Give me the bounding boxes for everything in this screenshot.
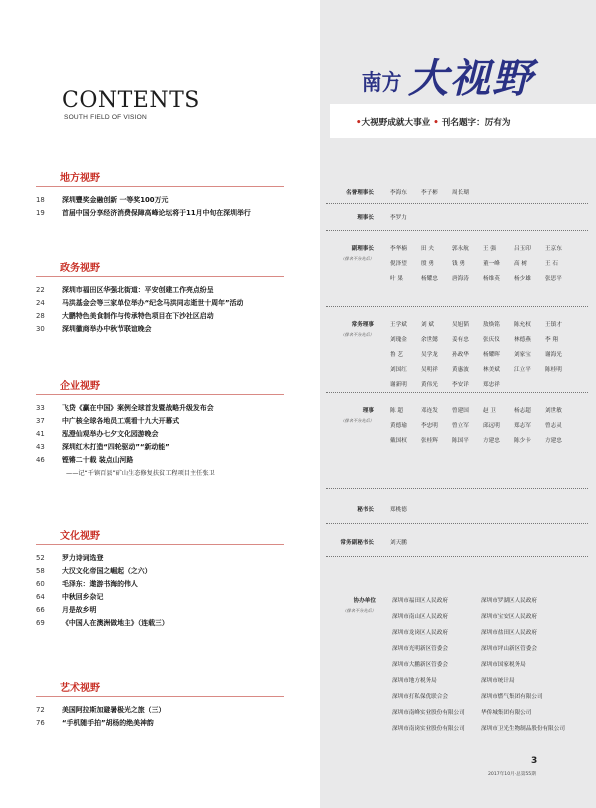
staff-name: 李安详 [452, 382, 469, 388]
toc-title: 深圳红木打造“四轮驱动”“新动能” [62, 443, 170, 451]
toc-entry[interactable] [36, 207, 284, 220]
staff-role [320, 188, 380, 199]
toc-page-number: 58 [36, 567, 45, 575]
co-organizer: 深圳市宝安区人民政府 [481, 614, 537, 620]
page-number: 3 [531, 756, 538, 766]
staff-name: 刘世敏 [545, 408, 562, 414]
toc-title: ——记“千镇百县”矿山生态修复扶贫工程项目主任张卫 [66, 470, 215, 477]
slogan: •大视野成就大事业 • 刊名题字：厉有为 [356, 118, 511, 128]
toc-entry[interactable] [36, 402, 284, 415]
toc-page-number: 28 [36, 312, 45, 320]
dotted-divider [326, 230, 588, 231]
dotted-divider [326, 392, 588, 393]
toc-entry[interactable] [36, 310, 284, 323]
toc-title: 毛泽东：遨游书海的伟人 [62, 580, 138, 588]
staff-name: 王 石 [545, 261, 558, 267]
staff-name: 敖焕铭 [483, 322, 500, 328]
logo-main: 大视野 [408, 55, 534, 102]
issue-info: 2017年10月·总第55期 [488, 772, 536, 777]
staff-name: 叶 果 [390, 276, 403, 282]
contents-subtitle: SOUTH FIELD OF VISION [64, 114, 147, 121]
staff-name: 李忠明 [421, 423, 438, 429]
toc-title: 飞贷《赢在中国》案例全球首发暨战略升级发布会 [62, 404, 214, 412]
toc-section [36, 262, 284, 336]
staff-role [320, 320, 380, 391]
toc-entry[interactable] [36, 428, 284, 441]
co-organizer: 深圳市南岗实业股份有限公司 [392, 726, 465, 732]
staff-role-label: 秘书长 [357, 507, 374, 513]
co-organizer: 深圳市南峰实业股份有限公司 [392, 710, 465, 716]
staff-names [380, 244, 576, 285]
dotted-divider [326, 556, 588, 557]
toc-title: 《中国人在澳洲做地主》（连载三） [62, 619, 169, 627]
staff-name: 李华楠 [390, 246, 407, 252]
staff-name: 方建忠 [483, 438, 500, 444]
staff-group [320, 406, 576, 447]
co-organizer: 深圳市大鹏新区管委会 [392, 662, 448, 668]
toc-entry[interactable] [36, 467, 284, 480]
toc-entry[interactable] [36, 565, 284, 578]
toc-entry[interactable] [36, 604, 284, 617]
staff-name: 余世懿 [421, 337, 438, 343]
toc-entry[interactable] [36, 297, 284, 310]
toc-page-number: 52 [36, 554, 45, 562]
contents-title: CONTENTS [62, 88, 200, 113]
staff-role-label: 理事长 [357, 215, 374, 221]
staff-name: 黄惠波 [452, 367, 469, 373]
toc-title: 马洪基金会等三家单位举办“纪念马洪同志逝世十周年”活动 [62, 299, 244, 307]
staff-name: 杨志超 [514, 408, 531, 414]
staff-names [380, 213, 576, 224]
staff-name: 王学斌 [390, 322, 407, 328]
co-organizer: 深圳市国家税务局 [481, 662, 526, 668]
toc-title: 深圳市福田区华强北街道：平安创建工作亮点纷呈 [62, 286, 214, 294]
toc-title: 美国阿拉斯加避暑极光之旅（三） [62, 706, 166, 714]
staff-group [320, 213, 576, 224]
toc-entry[interactable] [36, 441, 284, 454]
toc-page-number: 60 [36, 580, 45, 588]
staff-name: 姜有忠 [452, 337, 469, 343]
logo-mark: 南方 [361, 68, 402, 96]
staff-name: 刘 斌 [421, 322, 434, 328]
staff-names [380, 406, 576, 447]
section-heading: 政务视野 [36, 262, 284, 277]
staff-role-label: 副理事长 [351, 246, 374, 252]
co-organizer: 深圳市卫光生物制品股份有限公司 [481, 726, 565, 732]
toc-title: 罗力诗词选登 [62, 554, 104, 562]
toc-title: 大汉文化帝国之崛起（之六） [62, 567, 152, 575]
staff-name: 谢新明 [390, 382, 407, 388]
staff-names [380, 320, 576, 391]
staff-name: 郭永航 [452, 246, 469, 252]
staff-role [320, 213, 380, 224]
staff-name: 邱远明 [483, 423, 500, 429]
toc-section [36, 380, 284, 480]
staff-role [320, 244, 380, 285]
staff-name: 田 夫 [421, 246, 434, 252]
staff-names [380, 505, 576, 516]
toc-page-number: 76 [36, 719, 45, 727]
staff-role-note: （排名不分先后） [340, 256, 374, 261]
staff-role [320, 538, 380, 549]
staff-name: 谢海光 [545, 352, 562, 358]
staff-role-note: （排名不分先后） [340, 418, 374, 423]
staff-group [320, 188, 576, 199]
staff-name: 刘天鹏 [390, 540, 407, 546]
toc-title: 大鹏特色美食制作与传承特色项目在下沙社区启动 [62, 312, 214, 320]
staff-name: 吕玉印 [514, 246, 531, 252]
staff-name: 郑志军 [514, 423, 531, 429]
toc-title: 泓澄仙观举办七夕文化园游晚会 [62, 430, 159, 438]
staff-role-label: 理事 [362, 408, 374, 414]
staff-name: 曾志灵 [545, 423, 562, 429]
toc-title: “手机随手拍”胡杨的绝美神韵 [62, 719, 154, 727]
staff-role [320, 406, 380, 447]
staff-name: 周长瑚 [452, 190, 469, 196]
staff-name: 方建忠 [545, 438, 562, 444]
toc-page-number: 66 [36, 606, 45, 614]
toc-entry[interactable] [36, 194, 284, 207]
staff-name: 倪泽望 [390, 261, 407, 267]
staff-name: 江立平 [514, 367, 531, 373]
staff-group [320, 320, 576, 391]
staff-name: 杨耀晖 [483, 352, 500, 358]
staff-role-label: 常务理事 [351, 322, 374, 328]
toc-page-number: 37 [36, 417, 45, 425]
dotted-divider [326, 306, 588, 307]
co-organizer: 深圳市统计局 [481, 678, 515, 684]
co-organizer: 华侨城集团有限公司 [481, 710, 532, 716]
toc-section [36, 682, 284, 730]
staff-group [320, 244, 576, 285]
toc-entry[interactable] [36, 454, 284, 467]
slogan-part1: 大视野成就大事业 [361, 118, 431, 128]
staff-name: 黄伟光 [421, 382, 438, 388]
staff-name: 陈 超 [390, 408, 403, 414]
section-heading: 企业视野 [36, 380, 284, 395]
co-organizer: 深圳市龙岗区人民政府 [392, 630, 448, 636]
staff-role-note: （排名不分先后） [340, 332, 374, 337]
staff-role-label: 名誉理事长 [346, 190, 374, 196]
staff-name: 曾立军 [452, 423, 469, 429]
co-organizers-label: 协办单位 [353, 598, 376, 604]
staff-name: 曾建国 [452, 408, 469, 414]
co-organizer: 深圳市光明新区管委会 [392, 646, 448, 652]
toc-title: 首届中国分享经济消费保障高峰论坛将于11月中旬在深圳举行 [62, 209, 251, 217]
staff-name: 陈少卡 [514, 438, 531, 444]
staff-name: 张庆仪 [483, 337, 500, 343]
section-heading: 文化视野 [36, 530, 284, 545]
staff-name: 高 树 [514, 261, 527, 267]
staff-name: 黄德瑜 [390, 423, 407, 429]
dotted-divider [326, 523, 588, 524]
staff-name: 刘家宝 [514, 352, 531, 358]
staff-name: 邓连发 [421, 408, 438, 414]
toc-page-number: 19 [36, 209, 45, 217]
co-organizer: 深圳市地方税务局 [392, 678, 437, 684]
co-organizer: 深圳市南山区人民政府 [392, 614, 448, 620]
staff-name: 董一峰 [483, 261, 500, 267]
toc-entry[interactable] [36, 578, 284, 591]
dotted-divider [326, 203, 588, 204]
section-heading: 艺术视野 [36, 682, 284, 697]
staff-name: 王京东 [545, 246, 562, 252]
staff-name: 吴学龙 [421, 352, 438, 358]
toc-section [36, 530, 284, 630]
co-organizer: 深圳市打私保优联合会 [392, 694, 448, 700]
staff-name: 杨耀忠 [421, 276, 438, 282]
staff-name: 张思平 [545, 276, 562, 282]
staff-names [380, 188, 576, 199]
toc-entry[interactable] [36, 284, 284, 297]
staff-name: 陈国平 [452, 438, 469, 444]
staff-name: 吴明祥 [421, 367, 438, 373]
toc-title: 中广核全球各地员工观看十九大开幕式 [62, 417, 180, 425]
co-organizer: 深圳市盐田区人民政府 [481, 630, 537, 636]
toc-page-number: 30 [36, 325, 45, 333]
toc-page-number: 69 [36, 619, 45, 627]
toc-page-number [36, 467, 62, 480]
staff-role [320, 505, 380, 516]
staff-name: 刘国红 [390, 367, 407, 373]
dotted-divider [326, 488, 588, 489]
toc-entry[interactable] [36, 717, 284, 730]
toc-page-number: 72 [36, 706, 45, 714]
staff-name: 李罗力 [390, 215, 407, 221]
staff-name: 杨维英 [483, 276, 500, 282]
staff-name: 王 强 [483, 246, 496, 252]
toc-page-number: 41 [36, 430, 45, 438]
staff-name: 钱 勇 [452, 261, 465, 267]
slogan-part2: 刊名题字：厉有为 [441, 118, 511, 128]
staff-name: 陈允权 [514, 322, 531, 328]
co-organizer-list [382, 596, 576, 735]
staff-name: 王镇才 [545, 322, 562, 328]
staff-name: 陈桂明 [545, 367, 562, 373]
co-organizer: 深圳市坪山新区管委会 [481, 646, 537, 652]
staff-name: 李子彬 [421, 190, 438, 196]
staff-name: 戴国权 [390, 438, 407, 444]
staff-name: 唐海涛 [452, 276, 469, 282]
toc-title: 月是故乡明 [62, 606, 97, 614]
toc-page-number: 18 [36, 196, 45, 204]
toc-page-number: 46 [36, 456, 45, 464]
section-heading: 地方视野 [36, 172, 284, 187]
co-organizer: 深圳市福田区人民政府 [392, 598, 448, 604]
staff-role-label: 常务副秘书长 [340, 540, 374, 546]
staff-name: 杨少雄 [514, 276, 531, 282]
toc-page-number: 64 [36, 593, 45, 601]
staff-name: 李海东 [390, 190, 407, 196]
toc-title: 中秋回乡杂记 [62, 593, 104, 601]
toc-entry[interactable] [36, 591, 284, 604]
co-organizers-role [320, 596, 382, 735]
toc-entry[interactable] [36, 617, 284, 630]
staff-name: 鲁 艺 [390, 352, 403, 358]
toc-page-number: 22 [36, 286, 45, 294]
co-organizers [320, 596, 576, 735]
staff-name: 吴旭韬 [452, 322, 469, 328]
toc-page-number: 33 [36, 404, 45, 412]
toc-title: 深圳徽商举办中秋节联谊晚会 [62, 325, 152, 333]
staff-name: 林美斌 [483, 367, 500, 373]
toc-page-number: 24 [36, 299, 45, 307]
staff-name: 李 翔 [545, 337, 558, 343]
toc-entry[interactable] [36, 552, 284, 565]
toc-title: 深圳豐奖金融创新 一等奖100万元 [62, 196, 169, 204]
toc-entry[interactable] [36, 704, 284, 717]
co-organizer: 深圳市燃气集团有限公司 [481, 694, 543, 700]
staff-name: 殷 勇 [421, 261, 434, 267]
staff-name: 郑桃德 [390, 507, 407, 513]
magazine-logo [360, 46, 550, 104]
toc-section [36, 172, 284, 220]
staff-name: 刘瑰金 [390, 337, 407, 343]
staff-name: 赵 卫 [483, 408, 496, 414]
staff-names [380, 538, 576, 549]
co-organizer: 深圳市罗湖区人民政府 [481, 598, 537, 604]
toc-entry[interactable] [36, 323, 284, 336]
staff-name: 林德燕 [514, 337, 531, 343]
toc-entry[interactable] [36, 415, 284, 428]
staff-name: 张桂辉 [421, 438, 438, 444]
staff-name: 孙政华 [452, 352, 469, 358]
toc-page-number: 43 [36, 443, 45, 451]
toc-title: 铿锵二十载 装点山河路 [62, 456, 134, 464]
co-organizers-note: （排名不分先后） [342, 608, 376, 613]
staff-group [320, 505, 576, 516]
staff-name: 郑忠祥 [483, 382, 500, 388]
staff-group [320, 538, 576, 549]
